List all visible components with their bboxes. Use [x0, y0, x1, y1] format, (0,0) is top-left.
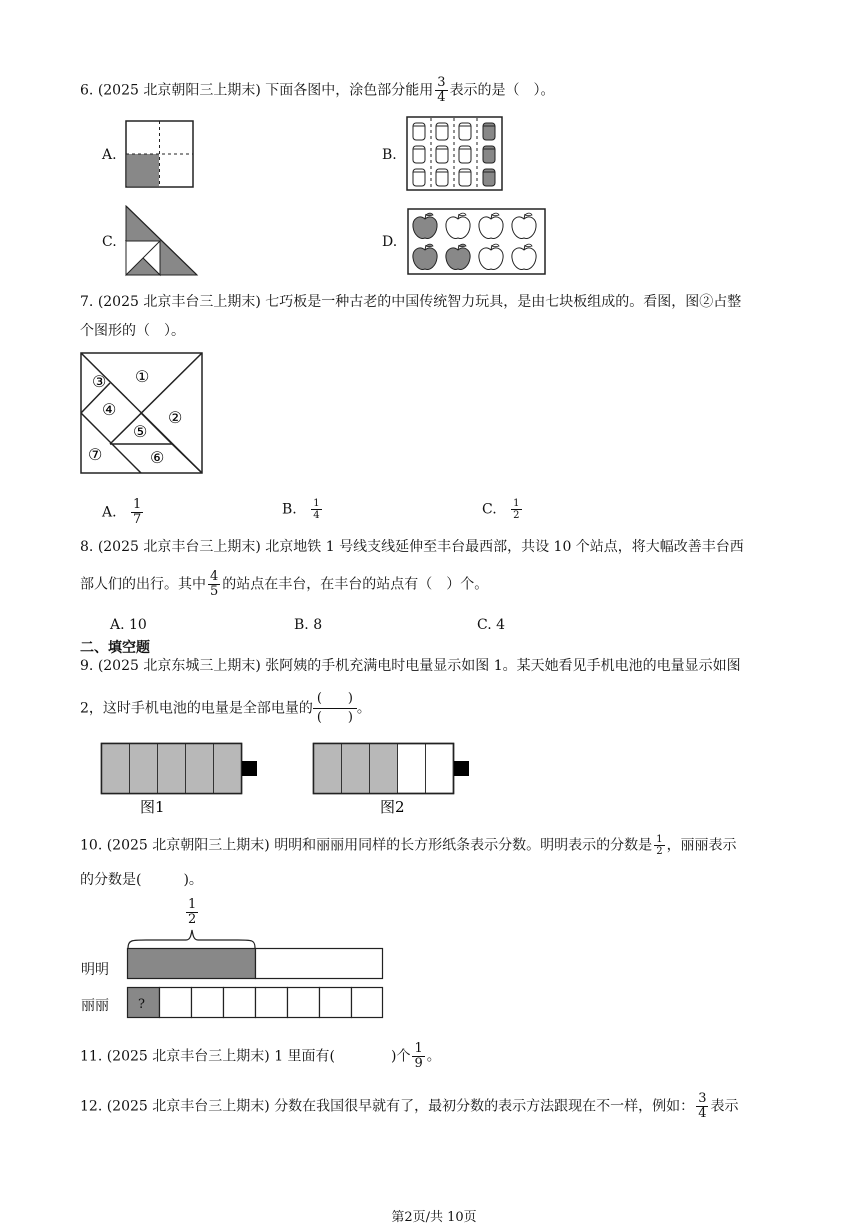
battery-1-caption: 图1 — [140, 798, 165, 816]
fraction-denominator: 4 — [698, 1106, 707, 1121]
question-source: (2025 北京丰台三上期末) — [106, 1048, 270, 1065]
fraction — [435, 76, 447, 105]
battery-2 — [314, 744, 470, 817]
battery-1 — [102, 744, 258, 817]
question-number: 8. — [80, 539, 94, 555]
question-8-line2 — [80, 570, 488, 599]
question-12 — [80, 1092, 738, 1121]
fraction — [208, 570, 220, 599]
piece-1: ① — [135, 367, 150, 386]
blank-denominator: ( ) — [313, 708, 357, 727]
blank-numerator: ( ) — [316, 691, 353, 706]
fraction-denominator: 4 — [313, 510, 320, 521]
mingming-label: 明明 — [81, 962, 109, 978]
question-11 — [80, 1042, 441, 1071]
fraction-numerator: 1 — [414, 1041, 423, 1056]
option-a-figure — [125, 120, 195, 188]
q7-option-c — [482, 498, 524, 521]
question-source: (2025 北京朝阳三上期末) — [106, 837, 270, 854]
question-10-line2: 的分数是( )。 — [80, 872, 203, 888]
option-b-label: B. — [382, 147, 397, 163]
question-source: (2025 北京丰台三上期末) — [97, 539, 261, 555]
question-number: 12. — [80, 1098, 103, 1115]
question-7-line1 — [80, 292, 741, 312]
piece-5: ⑤ — [133, 422, 148, 441]
fraction-numerator: 1 — [313, 498, 320, 509]
fraction — [131, 498, 143, 527]
fraction-denominator: 2 — [513, 510, 520, 521]
option-label: B. — [282, 501, 297, 518]
fraction-denominator: 5 — [210, 584, 219, 599]
fraction — [654, 834, 664, 857]
fraction-numerator: 3 — [698, 1091, 707, 1106]
question-text: 2，这时手机电池的电量是全部电量的 — [80, 700, 313, 717]
piece-6: ⑥ — [150, 448, 165, 467]
option-label: C. — [482, 501, 497, 518]
question-text: 七巧板是一种古老的中国传统智力玩具，是由七块板组成的。看图，图②占整 — [265, 294, 742, 310]
option-label: A. — [102, 504, 117, 521]
question-text: 1 里面有( )个 — [274, 1048, 411, 1065]
fraction — [311, 498, 321, 521]
piece-3: ③ — [92, 372, 107, 391]
option-c-label: C. — [102, 234, 117, 250]
piece-7: ⑦ — [88, 445, 103, 464]
option-d-label: D. — [382, 234, 398, 250]
question-text: 张阿姨的手机充满电时电量显示如图 1。某天她看见手机电池的电量显示如图 — [265, 658, 741, 674]
question-text: 明明和丽丽用同样的长方形纸条表示分数。明明表示的分数是 — [274, 837, 653, 854]
fraction-denominator: 2 — [656, 846, 663, 857]
question-number: 7. — [80, 294, 94, 310]
question-text: 北京地铁 1 号线支线延伸至丰台最西部，共设 10 个站点，将大幅改善丰台西 — [265, 539, 744, 555]
fraction-denominator: 7 — [133, 512, 142, 527]
q8-option-a: A. 10 — [110, 617, 147, 633]
fraction-denominator: 2 — [188, 912, 197, 927]
question-number: 10. — [80, 837, 103, 854]
question-8-line1 — [80, 537, 744, 557]
q8-option-b: B. 8 — [294, 617, 323, 633]
question-number: 9. — [80, 658, 94, 674]
fraction-numerator: 1 — [188, 897, 197, 912]
question-9-line1 — [80, 656, 741, 676]
question-source: (2025 北京丰台三上期末) — [106, 1098, 270, 1115]
question-text: 。 — [426, 1048, 441, 1065]
section-title: 二、填空题 — [80, 640, 150, 656]
question-number: 6. — [80, 82, 94, 99]
strip-fraction-label — [184, 898, 200, 927]
fraction — [412, 1042, 424, 1071]
lili-label: 丽丽 — [81, 998, 109, 1014]
question-text: 表示 — [710, 1098, 739, 1115]
answer-blank-fraction[interactable] — [313, 690, 357, 727]
question-mark: ? — [138, 997, 145, 1012]
tangram-figure — [80, 352, 204, 476]
piece-2: ② — [168, 408, 183, 427]
option-a-label: A. — [102, 147, 117, 163]
question-text: 的站点在丰台，在丰台的站点有（ ）个。 — [222, 576, 489, 593]
question-text: 。 — [356, 700, 371, 717]
question-10-line1 — [80, 834, 737, 857]
question-source: (2025 北京朝阳三上期末) — [97, 82, 261, 99]
fraction-numerator: 4 — [210, 569, 219, 584]
question-source: (2025 北京丰台三上期末) — [97, 294, 261, 310]
q7-option-a — [102, 498, 145, 527]
option-b-figure — [406, 116, 504, 192]
fraction-denominator: 9 — [414, 1056, 423, 1071]
piece-4: ④ — [102, 400, 117, 419]
q7-option-b — [282, 498, 324, 521]
battery-figures — [100, 742, 480, 822]
fraction-numerator: 1 — [513, 498, 520, 509]
fraction-numerator: 3 — [437, 75, 446, 90]
question-text: 分数在我国很早就有了，最初分数的表示方法跟现在不一样，例如： — [274, 1098, 695, 1115]
question-text: 下面各图中，涂色部分能用 — [265, 82, 434, 99]
fraction — [186, 898, 198, 927]
question-source: (2025 北京东城三上期末) — [97, 658, 261, 674]
q8-option-c: C. 4 — [477, 617, 506, 633]
fraction-denominator: 4 — [437, 90, 446, 105]
fraction-numerator: 1 — [133, 497, 142, 512]
question-6-stem — [80, 76, 555, 105]
battery-2-caption: 图2 — [380, 798, 405, 816]
question-text: 部人们的出行。其中 — [80, 576, 206, 593]
question-number: 11. — [80, 1048, 103, 1065]
option-d-figure — [407, 208, 547, 276]
option-c-figure — [125, 205, 199, 277]
question-9-line2 — [80, 690, 371, 727]
lili-strip — [126, 986, 386, 1020]
fraction — [511, 498, 521, 521]
question-text: ，丽丽表示 — [666, 837, 737, 854]
fraction — [696, 1092, 708, 1121]
mingming-strip — [126, 947, 386, 981]
question-text: 表示的是（ ）。 — [449, 82, 555, 99]
page-footer: 第2页/共 10页 — [391, 1210, 477, 1225]
question-7-line2: 个图形的（ ）。 — [80, 323, 185, 339]
fraction-numerator: 1 — [656, 834, 663, 845]
